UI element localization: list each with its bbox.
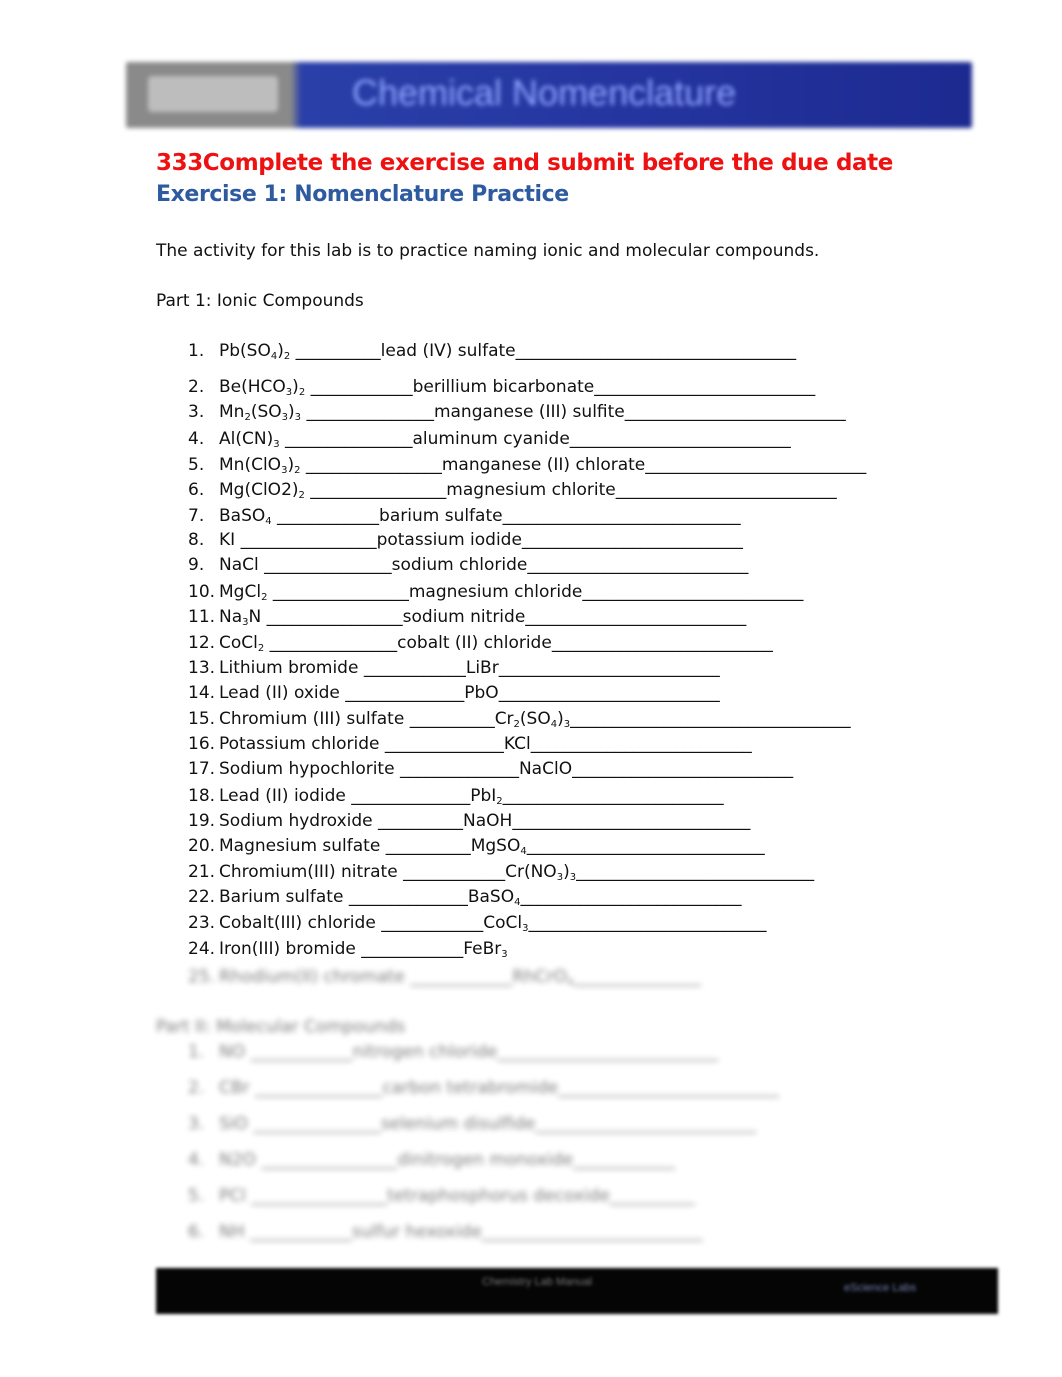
answer-text: berillium bicarbonate [412, 377, 595, 397]
list-item: 13. Lithium bromide ____________LiBr__________________________ [188, 658, 720, 678]
answer-text: PbO [464, 683, 499, 703]
list-item: 16. Potassium chloride ______________KCl__________________________ [188, 734, 752, 754]
lab-logo [148, 76, 278, 112]
list-item: 18. Lead (II) iodide ______________PbI$_2$__________________________ [188, 786, 724, 807]
list-item: 21. Chromium(III) nitrate $\_\_\_\_\_\_\_\_\_\_\_\_Cr(NO_3)_3\_\_\_\_\_\_\_\_\_\_\_\_\_\_\_\_\_\_\_\_\_\_\_\_\_\_\_\_$ [188, 862, 815, 883]
answer-text: NaClO [518, 759, 573, 779]
list-item: 12. CoCl$_2$ _______________cobalt (II) chloride__________________________ [188, 633, 773, 654]
answer-text: PbI$_2$ [470, 786, 503, 807]
list-item: 23. Cobalt(III) chloride ____________CoCl$_3$____________________________ [188, 913, 767, 934]
list-item: 7. BaSO$_4$ ____________barium sulfate____________________________ [188, 506, 741, 527]
answer-text: KCl [503, 734, 531, 754]
footer-logo: eScience Labs [844, 1282, 917, 1294]
list-item: 2. $Be(HCO_3)_2$ ____________berillium bicarbonate__________________________ [188, 377, 816, 398]
footer-text: Chemistry Lab Manual [482, 1276, 593, 1288]
answer-text: sodium nitride [402, 607, 526, 627]
exercise-title: Exercise 1: Nomenclature Practice [156, 182, 569, 207]
list-item: 22. Barium sulfate ______________BaSO$_4$__________________________ [188, 887, 742, 908]
answer-text: MgSO$_4$ [470, 836, 527, 857]
answer-text: RhCrO$_4$ [512, 967, 574, 988]
list-item: 2. CBr _______________carbon tetrabromide__________________________ [188, 1078, 780, 1098]
list-item: 3. $Mn_2(SO_3)_3$ _______________manganese (III) sulfite__________________________ [188, 402, 846, 423]
list-item: 11. $Na_3N$ ________________sodium nitride__________________________ [188, 607, 747, 628]
answer-text: magnesium chloride [408, 582, 583, 602]
header-banner [126, 62, 972, 128]
list-item: 14. Lead (II) oxide ______________PbO__________________________ [188, 683, 720, 703]
answer-text: aluminum cyanide [412, 429, 570, 449]
intro-text: The activity for this lab is to practice naming ionic and molecular compounds. [156, 241, 820, 261]
answer-text: barium sulfate [379, 506, 503, 526]
answer-text: LiBr [465, 658, 499, 678]
banner-title: Chemical Nomenclature [352, 72, 737, 113]
list-item: 20. Magnesium sulfate __________MgSO$_4$____________________________ [188, 836, 765, 857]
page-footer [156, 1268, 998, 1314]
list-item: 5. $Mn(ClO_3)_2$ ________________manganese (II) chlorate__________________________ [188, 455, 867, 476]
list-item: 1. $Pb(SO_4)_2$ __________lead (IV) sulfate_________________________________ [188, 341, 797, 362]
answer-text: CoCl$_3$ [483, 913, 529, 934]
list-item: 9. NaCl _______________sodium chloride__________________________ [188, 555, 749, 575]
list-item: 6. $Mg(ClO2)_2$ ________________magnesium chlorite__________________________ [188, 480, 837, 501]
answer-text: manganese (III) sulfite [433, 402, 625, 422]
list-item: 4. $Al(CN)_3$ _______________aluminum cyanide__________________________ [188, 429, 791, 450]
list-item: 4. N2O ________________dinitrogen monoxide____________ [188, 1150, 676, 1170]
list-item: 5. PCl ________________tetraphosphorus decoxide__________ [188, 1186, 695, 1206]
answer-text: FeBr$_3$ [463, 939, 508, 960]
answer-text: potassium iodide [376, 530, 522, 550]
list-item: 24. Iron(III) bromide ____________FeBr$_3$ [188, 939, 508, 960]
answer-text: magnesium chlorite [446, 480, 616, 500]
answer-text: NaOH [463, 811, 513, 831]
instruction-text: 333Complete the exercise and submit before the due date [156, 150, 893, 176]
list-item: 10. MgCl$_2$ ________________magnesium chloride__________________________ [188, 582, 804, 603]
answer-text: lead (IV) sulfate [380, 341, 516, 361]
list-item: 25. Rhodium(II) chromate ____________RhCrO$_4$_______________ [188, 967, 701, 988]
list-item: 15. Chromium (III) sulfate $\_\_\_\_\_\_\_\_\_\_Cr_2(SO_4)_3\_\_\_\_\_\_\_\_\_\_\_\_\_\_\_\_\_\_\_\_\_\_\_\_\_\_\_\_\_\_\_\_\_$ [188, 709, 851, 730]
list-item: 6. NH ____________sulfur hexoxide__________________________ [188, 1222, 703, 1242]
answer-text: BaSO$_4$ [467, 887, 521, 908]
list-item: 19. Sodium hydroxide __________NaOH____________________________ [188, 811, 751, 831]
answer-text: $Cr(NO_3)_3$ [505, 862, 577, 883]
answer-text: $Cr_2(SO_4)_3$ [494, 709, 571, 730]
answer-text: manganese (II) chlorate [441, 455, 646, 475]
list-item: 17. Sodium hypochlorite ______________NaClO__________________________ [188, 759, 794, 779]
answer-text: cobalt (II) chloride [397, 633, 552, 653]
list-item: 1. NO ____________nitrogen chloride__________________________ [188, 1042, 719, 1062]
part1-heading: Part 1: Ionic Compounds [156, 291, 364, 311]
part2-heading: Part II: Molecular Compounds [156, 1017, 406, 1037]
list-item: 8. KI ________________potassium iodide__________________________ [188, 530, 743, 550]
list-item: 3. SiO _______________selenium disulfide__________________________ [188, 1114, 757, 1134]
answer-text: sodium chloride [391, 555, 528, 575]
